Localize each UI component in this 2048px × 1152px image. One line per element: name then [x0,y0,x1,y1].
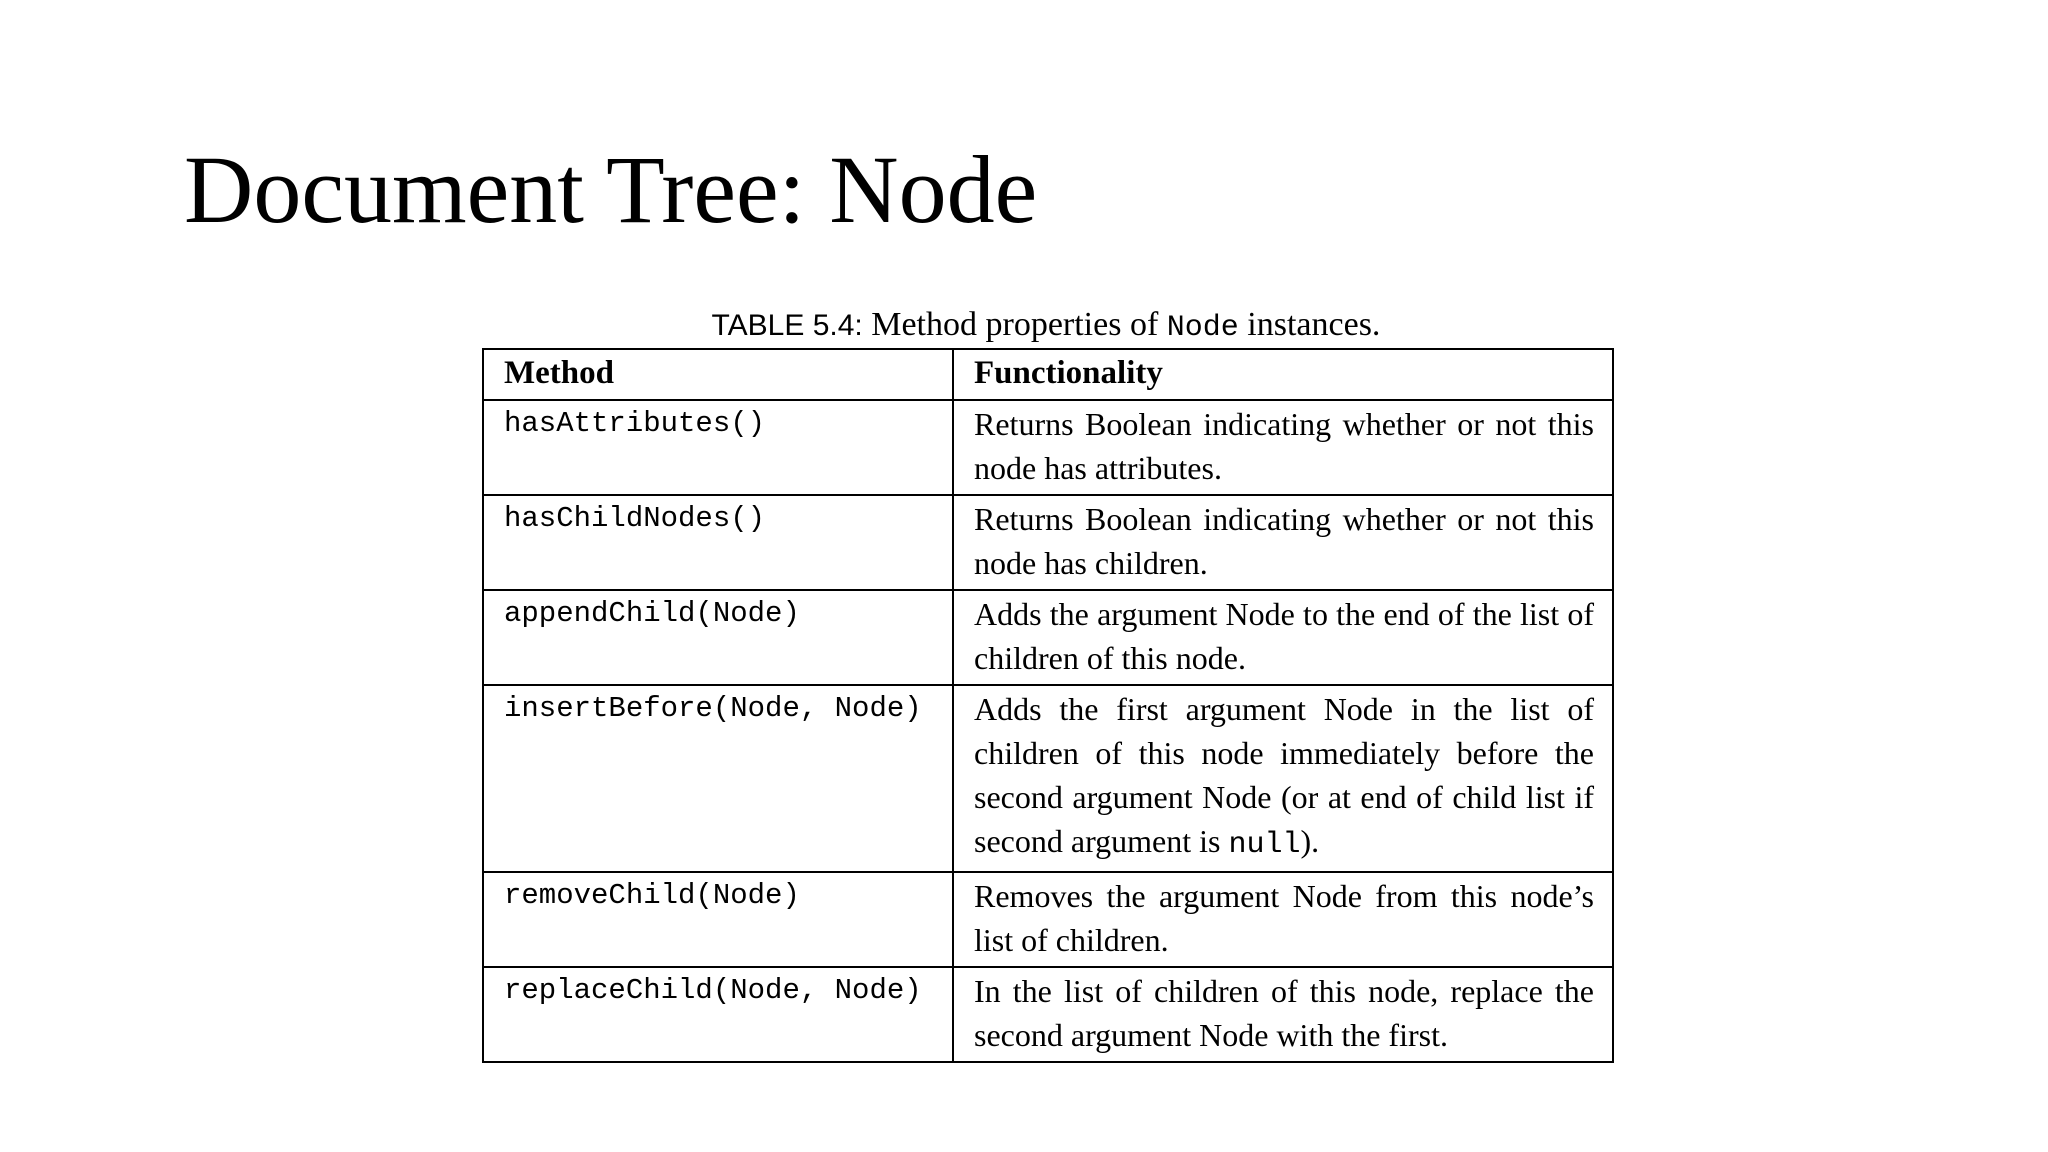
table-caption-text: Method properties of [862,306,1167,343]
page-title: Document Tree: Node [184,136,1038,243]
functionality-cell [953,685,1613,872]
functionality-cell: In the list of children of this node, replace the second argument Node with the first. [953,967,1613,1062]
method-cell: removeChild(Node) [483,872,953,967]
table-row [483,967,1613,1062]
functionality-cell: Adds the argument Node to the end of the list of children of this node. [953,590,1613,685]
table-caption-text-end: instances. [1238,306,1381,343]
method-cell: replaceChild(Node, Node) [483,967,953,1062]
method-cell: hasAttributes() [483,400,953,495]
table-caption-code: Node [1166,311,1239,345]
method-cell: insertBefore(Node, Node) [483,685,953,872]
table-header-row [483,349,1613,400]
functionality-cell: Removes the argument Node from this node’s list of children. [953,872,1613,967]
table-row [483,872,1613,967]
functionality-code: null [1228,828,1301,862]
table-row [483,590,1613,685]
table-caption [482,302,1610,351]
column-header-method: Method [483,349,953,400]
method-properties-table [482,348,1614,1063]
functionality-cell: Returns Boolean indicating whether or not this node has attributes. [953,400,1613,495]
table-row [483,685,1613,872]
functionality-text-end: ). [1300,823,1320,859]
table-row [483,495,1613,590]
table-caption-label: TABLE 5.4: [711,309,863,342]
table-row [483,400,1613,495]
functionality-cell: Returns Boolean indicating whether or not this node has children. [953,495,1613,590]
column-header-functionality: Functionality [953,349,1613,400]
method-cell: appendChild(Node) [483,590,953,685]
functionality-text: Adds the first argument Node in the list of children of this node immediately before the second argument Node (or at end of child list if second argument is [974,691,1594,859]
method-cell: hasChildNodes() [483,495,953,590]
